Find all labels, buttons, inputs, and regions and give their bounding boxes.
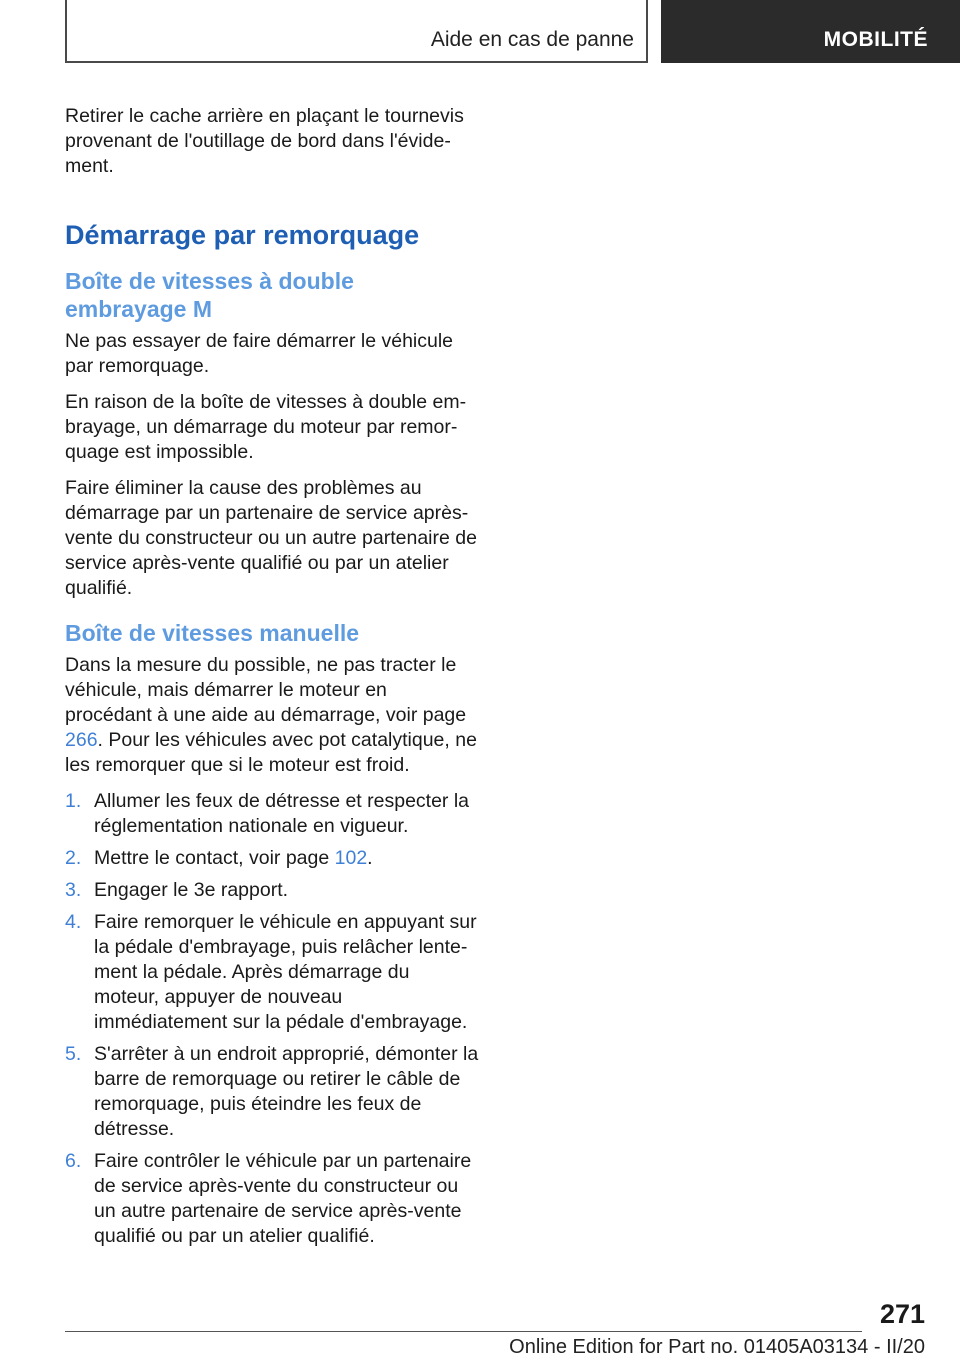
step-number: 2.: [65, 847, 82, 869]
header-chapter-tab: [661, 0, 960, 63]
header-section-title: Aide en cas de panne: [430, 28, 634, 51]
step-text: Allumer les feux de détresse et respecter la réglementation nationale en vigueur.: [94, 790, 470, 837]
manual-intro-text-end: . Pour les véhicules avec pot catalytique, ne les remorquer que si le moteur est froid.: [65, 729, 477, 776]
step-text-end: .: [367, 847, 373, 869]
footer-edition: Online Edition for Part no. 01405A03134 - II/20: [509, 1336, 925, 1358]
list-item: [65, 1149, 479, 1249]
list-item: [65, 1042, 479, 1142]
heading-manual: Boîte de vitesses manuelle: [65, 620, 360, 646]
list-item: [65, 878, 479, 903]
step-text: Mettre le contact, voir page: [94, 847, 335, 869]
page-number: 271: [879, 1299, 925, 1329]
manual-intro-text: Dans la mesure du possible, ne pas tracter le véhicule, mais démarrer le moteur en procédant à une aide au démarrage, voir page: [65, 654, 467, 726]
step-number: 3.: [65, 879, 82, 901]
heading-dct: Boîte de vitesses à double embrayage M: [65, 268, 354, 322]
step-number: 5.: [65, 1043, 82, 1065]
steps-list: [65, 789, 479, 1249]
step-text: Engager le 3e rapport.: [94, 879, 289, 901]
dct-paragraph-1: Ne pas essayer de faire démarrer le véhicule par remorquage.: [65, 330, 454, 377]
footer-divider: [65, 1331, 862, 1332]
page-link-102[interactable]: 102: [334, 847, 368, 869]
step-text: Faire contrôler le véhicule par un partenaire de service après-vente du constructeur ou un autre partenaire de service après-vente qualifié ou par un atelier qualifié.: [94, 1150, 472, 1247]
step-number: 4.: [65, 911, 82, 933]
intro-paragraph: Retirer le cache arrière en plaçant le tournevis provenant de l'outillage de bord dans l'évidement.: [65, 105, 464, 177]
list-item: [65, 789, 479, 839]
manual-intro: [65, 653, 479, 778]
main-content: [65, 104, 479, 1256]
dct-paragraph-3: Faire éliminer la cause des problèmes au démarrage par un partenaire de service après-vente du constructeur ou un autre partenaire de service après-vente qualifié ou par un atelier qualifié.: [65, 477, 477, 599]
step-text: Faire remorquer le véhicule en appuyant sur la pédale d'embrayage, puis relâcher lentement la pédale. Après démarrage du moteur, appuyer de nouveau immédiatement sur la pédale d'embrayage.: [94, 911, 477, 1033]
list-item: [65, 846, 479, 871]
header-section-box: [65, 0, 648, 63]
step-number: 1.: [65, 790, 82, 812]
dct-paragraph-2: En raison de la boîte de vitesses à double embrayage, un démarrage du moteur par remorquage est impossible.: [65, 391, 467, 463]
page-link-266[interactable]: 266: [65, 729, 98, 751]
header-chapter-title: MOBILITÉ: [823, 28, 928, 51]
heading-tow-start: Démarrage par remorquage: [65, 220, 420, 250]
step-text: S'arrêter à un endroit approprié, démonter la barre de remorquage ou retirer le câble de remorquage, puis éteindre les feux de détresse.: [94, 1043, 479, 1140]
list-item: [65, 910, 479, 1035]
step-number: 6.: [65, 1150, 82, 1172]
